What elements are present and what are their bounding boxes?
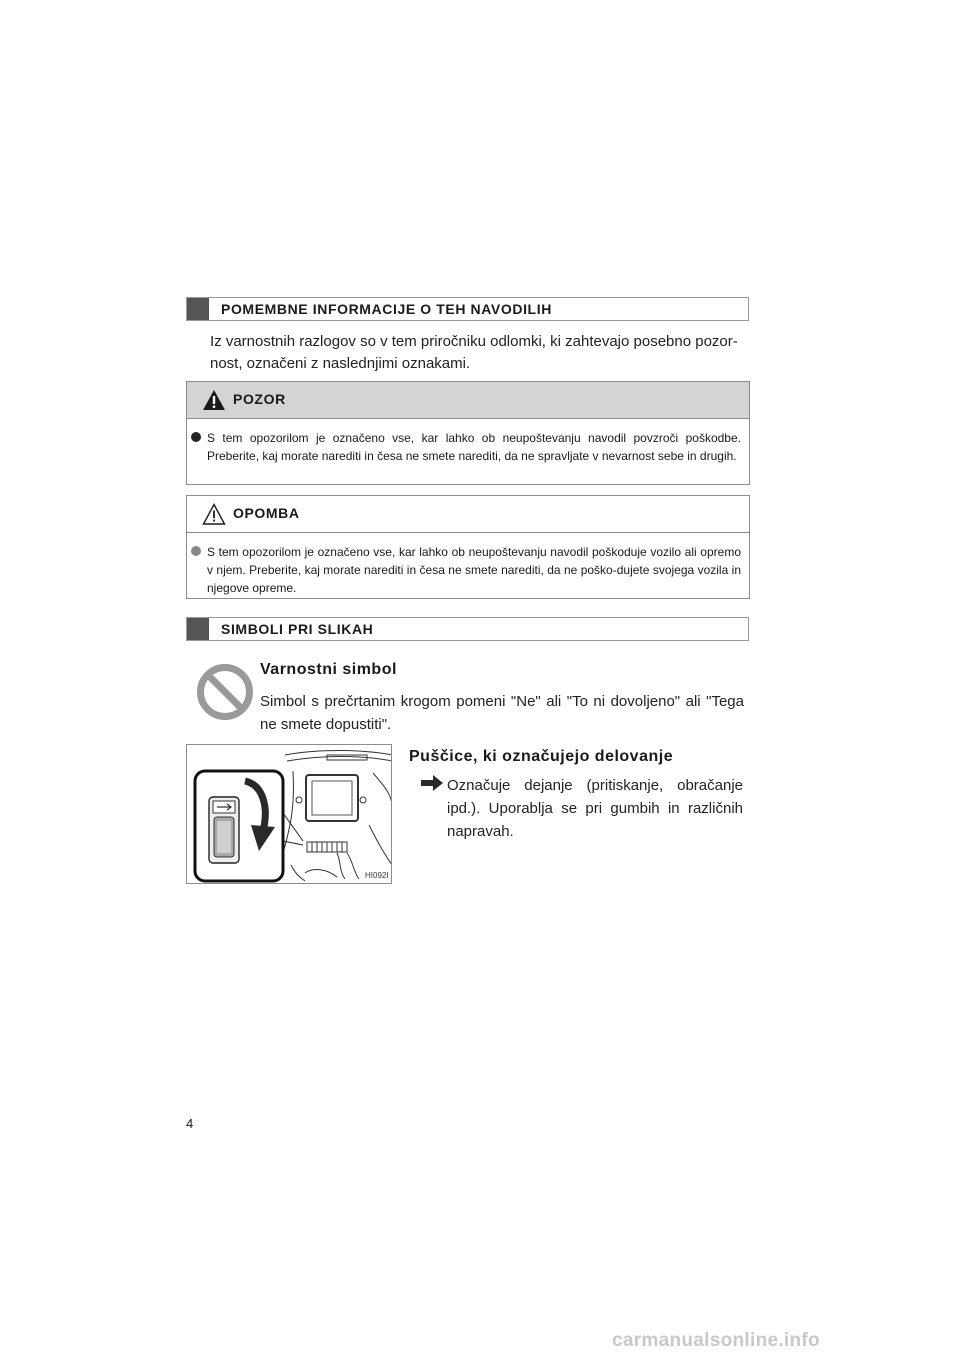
bullet-icon [191, 432, 201, 442]
warning-triangle-icon [202, 389, 226, 411]
safety-symbol-text: Simbol s prečrtanim krogom pomeni "Ne" ali "To ni dovoljeno" ali "Tega ne smete dopustiti". [260, 693, 744, 733]
section-marker [187, 618, 209, 640]
section-header-important-info [186, 297, 749, 321]
caution-label: POZOR [233, 391, 286, 407]
page-number: 4 [186, 1116, 194, 1131]
notice-triangle-icon [202, 503, 226, 525]
section-title: SIMBOLI PRI SLIKAH [221, 621, 374, 637]
section-title: POMEMBNE INFORMACIJE O TEH NAVODILIH [221, 301, 552, 317]
notice-label: OPOMBA [233, 505, 300, 521]
caution-box [186, 381, 750, 485]
prohibition-symbol-icon [196, 663, 254, 721]
notice-text: S tem opozorilom je označeno vse, kar lahko ob neupoštevanju navodil poškoduje vozilo ali opremo v njem. Preberite, kaj morate narediti in česa ne smete narediti, da ne poško-dujete svojega vozila in njegove opreme. [207, 545, 741, 595]
intro-paragraph: Iz varnostnih razlogov so v tem priročniku odlomki, ki zahtevajo posebno pozor-nost, označeni z naslednjimi oznakami. [210, 333, 738, 372]
bullet-icon [191, 546, 201, 556]
watermark: carmanualsonline.info [612, 1330, 820, 1351]
arrows-text: Označuje dejanje (pritiskanje, obračanje ipd.). Uporablja se pri gumbih in različnih napravah. [447, 777, 743, 840]
section-header-symbols [186, 617, 749, 641]
caution-header [187, 382, 749, 419]
notice-header [187, 496, 749, 533]
dashboard-illustration [186, 744, 392, 884]
notice-box [186, 495, 750, 599]
dashboard-usb-figure [187, 745, 392, 884]
figure-code: HI092I [365, 871, 389, 880]
section-marker [187, 298, 209, 320]
caution-text: S tem opozorilom je označeno vse, kar lahko ob neupoštevanju navodil povzroči poškodbe. Preberite, kaj morate narediti in česa ne smete narediti, da ne spravljate v nevarnost sebe in drugih. [207, 431, 741, 463]
action-arrow-icon [420, 774, 444, 792]
arrows-title: Puščice, ki označujejo delovanje [409, 748, 674, 765]
safety-symbol-title: Varnostni simbol [260, 661, 397, 678]
